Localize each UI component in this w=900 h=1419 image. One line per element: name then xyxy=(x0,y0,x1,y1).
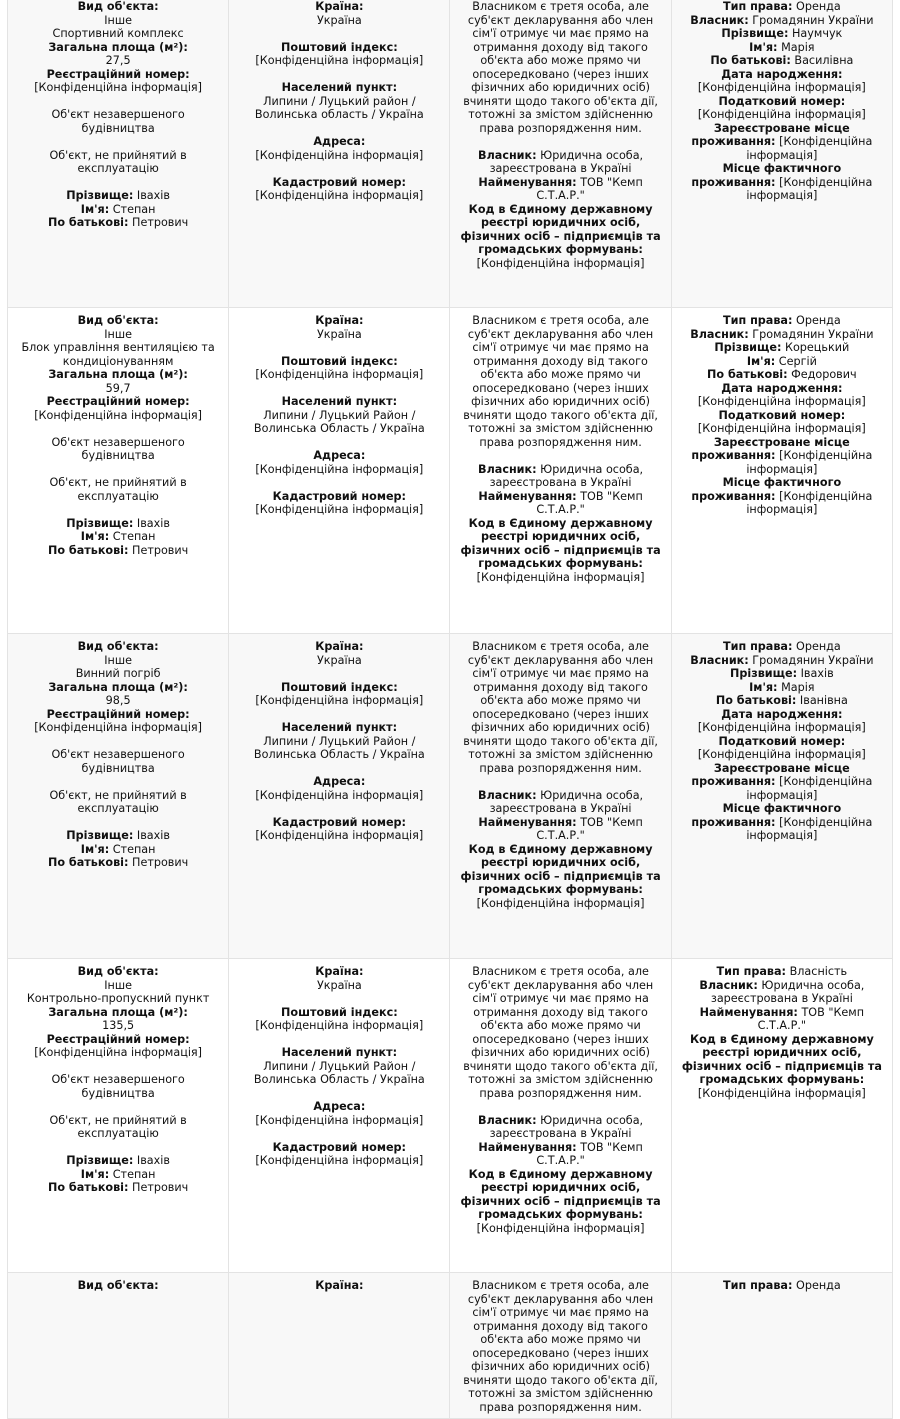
area-value: 59,7 xyxy=(105,381,131,395)
label-settlement: Населений пункт: xyxy=(281,81,398,94)
owner-value: Юридична особа, зареєстрована в Україні xyxy=(489,148,644,175)
label-right-patronymic: По батькові: xyxy=(710,54,791,67)
right-type-value: Оренда xyxy=(796,0,841,13)
label-reg-number: Реєстраційний номер: xyxy=(46,1032,190,1046)
label-country: Країна: xyxy=(315,0,364,13)
object-subtype: Спортивний комплекс xyxy=(52,27,184,40)
reg-residence-value: [Конфіденційна інформація] xyxy=(746,449,873,476)
cadastral-value: [Конфіденційна інформація] xyxy=(255,829,424,842)
area-value: 27,5 xyxy=(105,54,131,67)
label-total-area: Загальна площа (м²): xyxy=(48,1005,188,1019)
label-birth-date: Дата народження: xyxy=(721,381,843,395)
label-tax-number: Податковий номер: xyxy=(718,94,846,108)
label-total-area: Загальна площа (м²): xyxy=(48,40,188,54)
location-cell xyxy=(229,634,450,959)
right-owner-value: Юридична особа, зареєстрована в Україні xyxy=(710,978,865,1005)
declarant-name: Степан xyxy=(112,202,156,216)
reg-number-value: [Конфіденційна інформація] xyxy=(34,1046,203,1059)
label-company-name: Найменування: xyxy=(478,1140,577,1154)
object-type-value: Інше xyxy=(104,327,132,341)
label-reg-number: Реєстраційний номер: xyxy=(46,67,190,81)
rights-cell xyxy=(671,0,892,308)
rights-cell xyxy=(671,1273,892,1419)
label-name: Ім'я: xyxy=(80,842,110,856)
label-surname: Прізвище: xyxy=(66,1154,134,1167)
label-object-type: Вид об'єкта: xyxy=(77,640,159,653)
object-type-value: Інше xyxy=(104,13,132,27)
unfinished-note: Об'єкт незавершеного будівництва xyxy=(51,1073,185,1100)
object-type-value: Інше xyxy=(104,978,132,992)
edrpou-code-value: [Конфіденційна інформація] xyxy=(476,1221,645,1235)
postal-code-value: [Конфіденційна інформація] xyxy=(255,694,424,707)
third-party-note: Власником є третя особа, але суб'єкт декларування або член сім'ї отримує чи має прямо на отримання доходу від такого об'єкта або може прямо чи опосередковано (через інших фізичних або юридичних осіб) вчиняти щодо такого об'єкта дії, тотожні за змістом здійсненню права розпорядження ним. xyxy=(463,314,658,449)
label-country: Країна: xyxy=(315,314,364,327)
label-right-edrpou-code: Код в Єдиному державному реєстрі юридичних осіб, фізичних осіб – підприємців та громадських формувань: xyxy=(681,1032,882,1086)
edrpou-code-value: [Конфіденційна інформація] xyxy=(476,896,645,910)
label-postal-code: Поштовий індекс: xyxy=(281,680,398,694)
label-right-type: Тип права: xyxy=(722,640,793,653)
birth-date-value: [Конфіденційна інформація] xyxy=(697,721,866,734)
table-row xyxy=(8,634,893,959)
label-settlement: Населений пункт: xyxy=(281,1046,398,1059)
right-surname-value: Наумчук xyxy=(792,27,843,40)
label-settlement: Населений пункт: xyxy=(281,721,398,734)
object-type-value: Інше xyxy=(104,653,132,667)
label-address: Адреса: xyxy=(313,135,366,148)
label-object-type: Вид об'єкта: xyxy=(77,0,159,13)
label-name: Ім'я: xyxy=(80,202,110,216)
declaration-sheet xyxy=(7,0,893,1419)
label-country: Країна: xyxy=(315,965,364,978)
label-owner: Власник: xyxy=(478,462,537,476)
tax-number-value: [Конфіденційна інформація] xyxy=(697,108,866,121)
tax-number-value: [Конфіденційна інформація] xyxy=(697,748,866,761)
right-name-value: Марія xyxy=(781,40,815,54)
location-cell xyxy=(229,959,450,1273)
label-edrpou-code: Код в Єдиному державному реєстрі юридичних осіб, фізичних осіб – підприємців та громадських формувань: xyxy=(460,842,661,896)
company-name-value: ТОВ "Кемп С.Т.А.Р." xyxy=(536,175,643,202)
object-cell xyxy=(8,308,229,634)
declarant-patronymic: Петрович xyxy=(132,543,189,557)
label-right-owner: Власник: xyxy=(690,327,749,341)
third-party-note: Власником є третя особа, але суб'єкт декларування або член сім'ї отримує чи має прямо на отримання доходу від такого об'єкта або може прямо чи опосередковано (через інших фізичних або юридичних осіб) вчиняти щодо такого об'єкта дії, тотожні за змістом здійсненню права розпорядження ним. xyxy=(463,0,658,135)
company-name-value: ТОВ "Кемп С.Т.А.Р." xyxy=(536,489,643,516)
label-company-name: Найменування: xyxy=(478,175,577,189)
label-right-name: Ім'я: xyxy=(749,40,778,54)
ownership-cell xyxy=(450,0,671,308)
right-name-value: Марія xyxy=(781,680,815,694)
label-name: Ім'я: xyxy=(80,530,110,543)
right-owner-value: Громадянин України xyxy=(752,13,874,27)
rights-cell xyxy=(671,634,892,959)
label-country: Країна: xyxy=(315,640,364,653)
unfinished-note: Об'єкт незавершеного будівництва xyxy=(51,435,185,462)
label-actual-residence: Місце фактичного проживання: xyxy=(691,476,842,503)
ownership-cell xyxy=(450,308,671,634)
right-type-value: Оренда xyxy=(796,1279,841,1292)
label-owner: Власник: xyxy=(478,788,537,802)
object-subtype: Контрольно-пропускний пункт xyxy=(26,992,210,1005)
not-commissioned-note: Об'єкт, не прийнятий в експлуатацію xyxy=(49,1113,187,1140)
postal-code-value: [Конфіденційна інформація] xyxy=(255,1019,424,1032)
object-subtype: Винний погріб xyxy=(75,667,161,680)
declarant-patronymic: Петрович xyxy=(132,1181,189,1194)
label-birth-date: Дата народження: xyxy=(721,707,843,721)
ownership-cell xyxy=(450,959,671,1273)
address-value: [Конфіденційна інформація] xyxy=(255,148,424,162)
third-party-note: Власником є третя особа, але суб'єкт декларування або член сім'ї отримує чи має прямо на отримання доходу від такого об'єкта або може прямо чи опосередковано (через інших фізичних або юридичних осіб) вчиняти щодо такого об'єкта дії, тотожні за змістом здійсненню права розпорядження ним. xyxy=(463,965,658,1100)
label-surname: Прізвище: xyxy=(66,829,134,842)
declarant-name: Степан xyxy=(112,842,156,856)
postal-code-value: [Конфіденційна інформація] xyxy=(255,368,424,381)
label-company-name: Найменування: xyxy=(478,489,577,503)
label-patronymic: По батькові: xyxy=(47,856,129,869)
settlement-value: Липини / Луцький Район / Волинська Область / Україна xyxy=(253,1059,425,1086)
third-party-note: Власником є третя особа, але суб'єкт декларування або член сім'ї отримує чи має прямо на отримання доходу від такого об'єкта або може прямо чи опосередковано (через інших фізичних або юридичних осіб) вчиняти щодо такого об'єкта дії, тотожні за змістом здійсненню права розпорядження ним. xyxy=(463,640,658,775)
label-right-surname: Прізвище: xyxy=(730,667,798,680)
label-edrpou-code: Код в Єдиному державному реєстрі юридичних осіб, фізичних осіб – підприємців та громадських формувань: xyxy=(460,516,661,570)
company-name-value: ТОВ "Кемп С.Т.А.Р." xyxy=(536,1140,643,1167)
label-patronymic: По батькові: xyxy=(47,543,129,557)
label-right-surname: Прізвище: xyxy=(714,341,782,354)
declarant-surname: Івахів xyxy=(136,516,170,530)
label-right-patronymic: По батькові: xyxy=(707,368,788,381)
owner-value: Юридична особа, зареєстрована в Україні xyxy=(489,462,644,489)
label-company-name: Найменування: xyxy=(478,815,577,829)
label-right-type: Тип права: xyxy=(722,314,793,327)
label-edrpou-code: Код в Єдиному державному реєстрі юридичних осіб, фізичних осіб – підприємців та громадських формувань: xyxy=(460,1167,661,1221)
address-value: [Конфіденційна інформація] xyxy=(255,462,424,476)
right-owner-value: Громадянин України xyxy=(752,327,874,341)
birth-date-value: [Конфіденційна інформація] xyxy=(697,81,866,94)
cadastral-value: [Конфіденційна інформація] xyxy=(255,189,424,202)
label-reg-residence: Зареєстроване місце проживання: xyxy=(691,435,850,462)
right-name-value: Сергій xyxy=(778,354,817,368)
reg-residence-value: [Конфіденційна інформація] xyxy=(746,135,873,162)
label-right-owner: Власник: xyxy=(690,13,749,27)
right-edrpou-code-value: [Конфіденційна інформація] xyxy=(697,1086,866,1100)
label-patronymic: По батькові: xyxy=(47,1181,129,1194)
right-surname-value: Івахів xyxy=(800,667,834,680)
country-value: Україна xyxy=(316,653,362,667)
label-reg-number: Реєстраційний номер: xyxy=(46,395,190,408)
label-address: Адреса: xyxy=(313,775,366,788)
area-value: 98,5 xyxy=(105,694,131,707)
label-right-type: Тип права: xyxy=(722,1279,793,1292)
label-right-patronymic: По батькові: xyxy=(715,694,797,707)
reg-residence-value: [Конфіденційна інформація] xyxy=(746,775,873,802)
company-name-value: ТОВ "Кемп С.Т.А.Р." xyxy=(536,815,643,842)
label-right-type: Тип права: xyxy=(722,0,793,13)
country-value: Україна xyxy=(316,327,362,341)
label-name: Ім'я: xyxy=(80,1167,110,1181)
label-address: Адреса: xyxy=(313,449,366,462)
settlement-value: Липини / Луцький Район / Волинська Область / Україна xyxy=(253,408,425,435)
right-surname-value: Корецький xyxy=(785,341,850,354)
not-commissioned-note: Об'єкт, не прийнятий в експлуатацію xyxy=(49,788,187,815)
label-reg-residence: Зареєстроване місце проживання: xyxy=(691,761,850,788)
label-edrpou-code: Код в Єдиному державному реєстрі юридичних осіб, фізичних осіб – підприємців та громадських формувань: xyxy=(460,202,661,256)
label-address: Адреса: xyxy=(313,1100,366,1113)
declarant-name: Степан xyxy=(112,1167,156,1181)
label-postal-code: Поштовий індекс: xyxy=(281,40,398,54)
label-reg-number: Реєстраційний номер: xyxy=(46,707,190,721)
table-row xyxy=(8,308,893,634)
label-right-type: Тип права: xyxy=(716,965,787,978)
label-postal-code: Поштовий індекс: xyxy=(281,1005,398,1019)
declarant-surname: Івахів xyxy=(136,1154,170,1167)
actual-residence-value: [Конфіденційна інформація] xyxy=(746,489,873,516)
label-tax-number: Податковий номер: xyxy=(718,408,846,422)
address-value: [Конфіденційна інформація] xyxy=(255,1113,424,1127)
declarant-patronymic: Петрович xyxy=(132,856,189,869)
settlement-value: Липини / Луцький Район / Волинська Область / Україна xyxy=(253,734,425,761)
table-row xyxy=(8,959,893,1273)
owner-value: Юридична особа, зареєстрована в Україні xyxy=(489,788,644,815)
label-cadastral: Кадастровий номер: xyxy=(272,815,407,829)
label-patronymic: По батькові: xyxy=(47,216,129,229)
postal-code-value: [Конфіденційна інформація] xyxy=(255,54,424,67)
label-postal-code: Поштовий індекс: xyxy=(281,354,398,368)
object-cell xyxy=(8,1273,229,1419)
not-commissioned-note: Об'єкт, не прийнятий в експлуатацію xyxy=(49,476,187,503)
right-owner-value: Громадянин України xyxy=(752,653,874,667)
country-value: Україна xyxy=(316,978,362,992)
right-type-value: Оренда xyxy=(796,640,841,653)
actual-residence-value: [Конфіденційна інформація] xyxy=(746,815,873,842)
area-value: 135,5 xyxy=(102,1019,135,1032)
reg-number-value: [Конфіденційна інформація] xyxy=(34,721,203,734)
reg-number-value: [Конфіденційна інформація] xyxy=(34,408,203,422)
right-patronymic-value: Федорович xyxy=(791,368,857,381)
reg-number-value: [Конфіденційна інформація] xyxy=(34,81,203,94)
label-settlement: Населений пункт: xyxy=(281,395,398,408)
label-cadastral: Кадастровий номер: xyxy=(272,489,407,503)
label-cadastral: Кадастровий номер: xyxy=(272,1140,407,1154)
location-cell xyxy=(229,0,450,308)
table-row xyxy=(8,0,893,308)
declarant-patronymic: Петрович xyxy=(132,216,189,229)
label-tax-number: Податковий номер: xyxy=(718,734,846,748)
object-cell xyxy=(8,0,229,308)
label-right-owner: Власник: xyxy=(690,653,749,667)
label-actual-residence: Місце фактичного проживання: xyxy=(691,802,842,829)
label-birth-date: Дата народження: xyxy=(721,67,843,81)
cadastral-value: [Конфіденційна інформація] xyxy=(255,503,424,516)
label-right-name: Ім'я: xyxy=(749,680,778,694)
third-party-note: Власником є третя особа, але суб'єкт декларування або член сім'ї отримує чи має прямо на отримання доходу від такого об'єкта або може прямо чи опосередковано (через інших фізичних або юридичних осіб) вчиняти щодо такого об'єкта дії, тотожні за змістом здійсненню права розпорядження ним. xyxy=(463,1279,658,1414)
label-total-area: Загальна площа (м²): xyxy=(48,680,188,694)
settlement-value: Липини / Луцький район / Волинська область / Україна xyxy=(254,94,424,121)
right-patronymic-value: Іванівна xyxy=(799,694,848,707)
label-country: Країна: xyxy=(315,1279,364,1292)
right-company-name-value: ТОВ "Кемп С.Т.А.Р." xyxy=(757,1005,865,1032)
right-type-value: Власність xyxy=(789,965,848,978)
label-owner: Власник: xyxy=(478,148,537,162)
object-cell xyxy=(8,634,229,959)
actual-residence-value: [Конфіденційна інформація] xyxy=(746,175,873,202)
label-object-type: Вид об'єкта: xyxy=(77,965,159,978)
label-reg-residence: Зареєстроване місце проживання: xyxy=(691,121,850,148)
declarant-surname: Івахів xyxy=(136,829,170,842)
declarant-surname: Івахів xyxy=(136,189,170,202)
label-surname: Прізвище: xyxy=(66,516,134,530)
label-owner: Власник: xyxy=(478,1113,537,1127)
label-right-owner: Власник: xyxy=(699,978,758,992)
tax-number-value: [Конфіденційна інформація] xyxy=(697,422,866,435)
label-actual-residence: Місце фактичного проживання: xyxy=(691,162,842,189)
right-type-value: Оренда xyxy=(796,314,841,327)
edrpou-code-value: [Конфіденційна інформація] xyxy=(476,256,645,270)
real-estate-table xyxy=(7,0,893,1419)
birth-date-value: [Конфіденційна інформація] xyxy=(697,395,866,408)
object-subtype: Блок управління вентиляцією та кондиціонуванням xyxy=(21,341,215,368)
ownership-cell xyxy=(450,1273,671,1419)
ownership-cell xyxy=(450,634,671,959)
label-object-type: Вид об'єкта: xyxy=(77,1279,159,1292)
unfinished-note: Об'єкт незавершеного будівництва xyxy=(51,108,185,135)
label-surname: Прізвище: xyxy=(66,189,134,202)
edrpou-code-value: [Конфіденційна інформація] xyxy=(476,570,645,584)
label-object-type: Вид об'єкта: xyxy=(77,314,159,327)
rights-cell xyxy=(671,308,892,634)
label-total-area: Загальна площа (м²): xyxy=(48,368,188,381)
owner-value: Юридична особа, зареєстрована в Україні xyxy=(489,1113,644,1140)
location-cell xyxy=(229,1273,450,1419)
not-commissioned-note: Об'єкт, не прийнятий в експлуатацію xyxy=(49,148,187,175)
label-cadastral: Кадастровий номер: xyxy=(272,175,407,189)
object-cell xyxy=(8,959,229,1273)
unfinished-note: Об'єкт незавершеного будівництва xyxy=(51,748,185,775)
table-row xyxy=(8,1273,893,1419)
cadastral-value: [Конфіденційна інформація] xyxy=(255,1154,424,1167)
location-cell xyxy=(229,308,450,634)
declarant-name: Степан xyxy=(112,530,156,543)
country-value: Україна xyxy=(316,13,362,27)
label-right-name: Ім'я: xyxy=(746,354,776,368)
label-right-surname: Прізвище: xyxy=(721,27,789,40)
label-right-company-name: Найменування: xyxy=(699,1005,798,1019)
rights-cell xyxy=(671,959,892,1273)
address-value: [Конфіденційна інформація] xyxy=(255,788,424,802)
right-patronymic-value: Василівна xyxy=(794,54,854,67)
